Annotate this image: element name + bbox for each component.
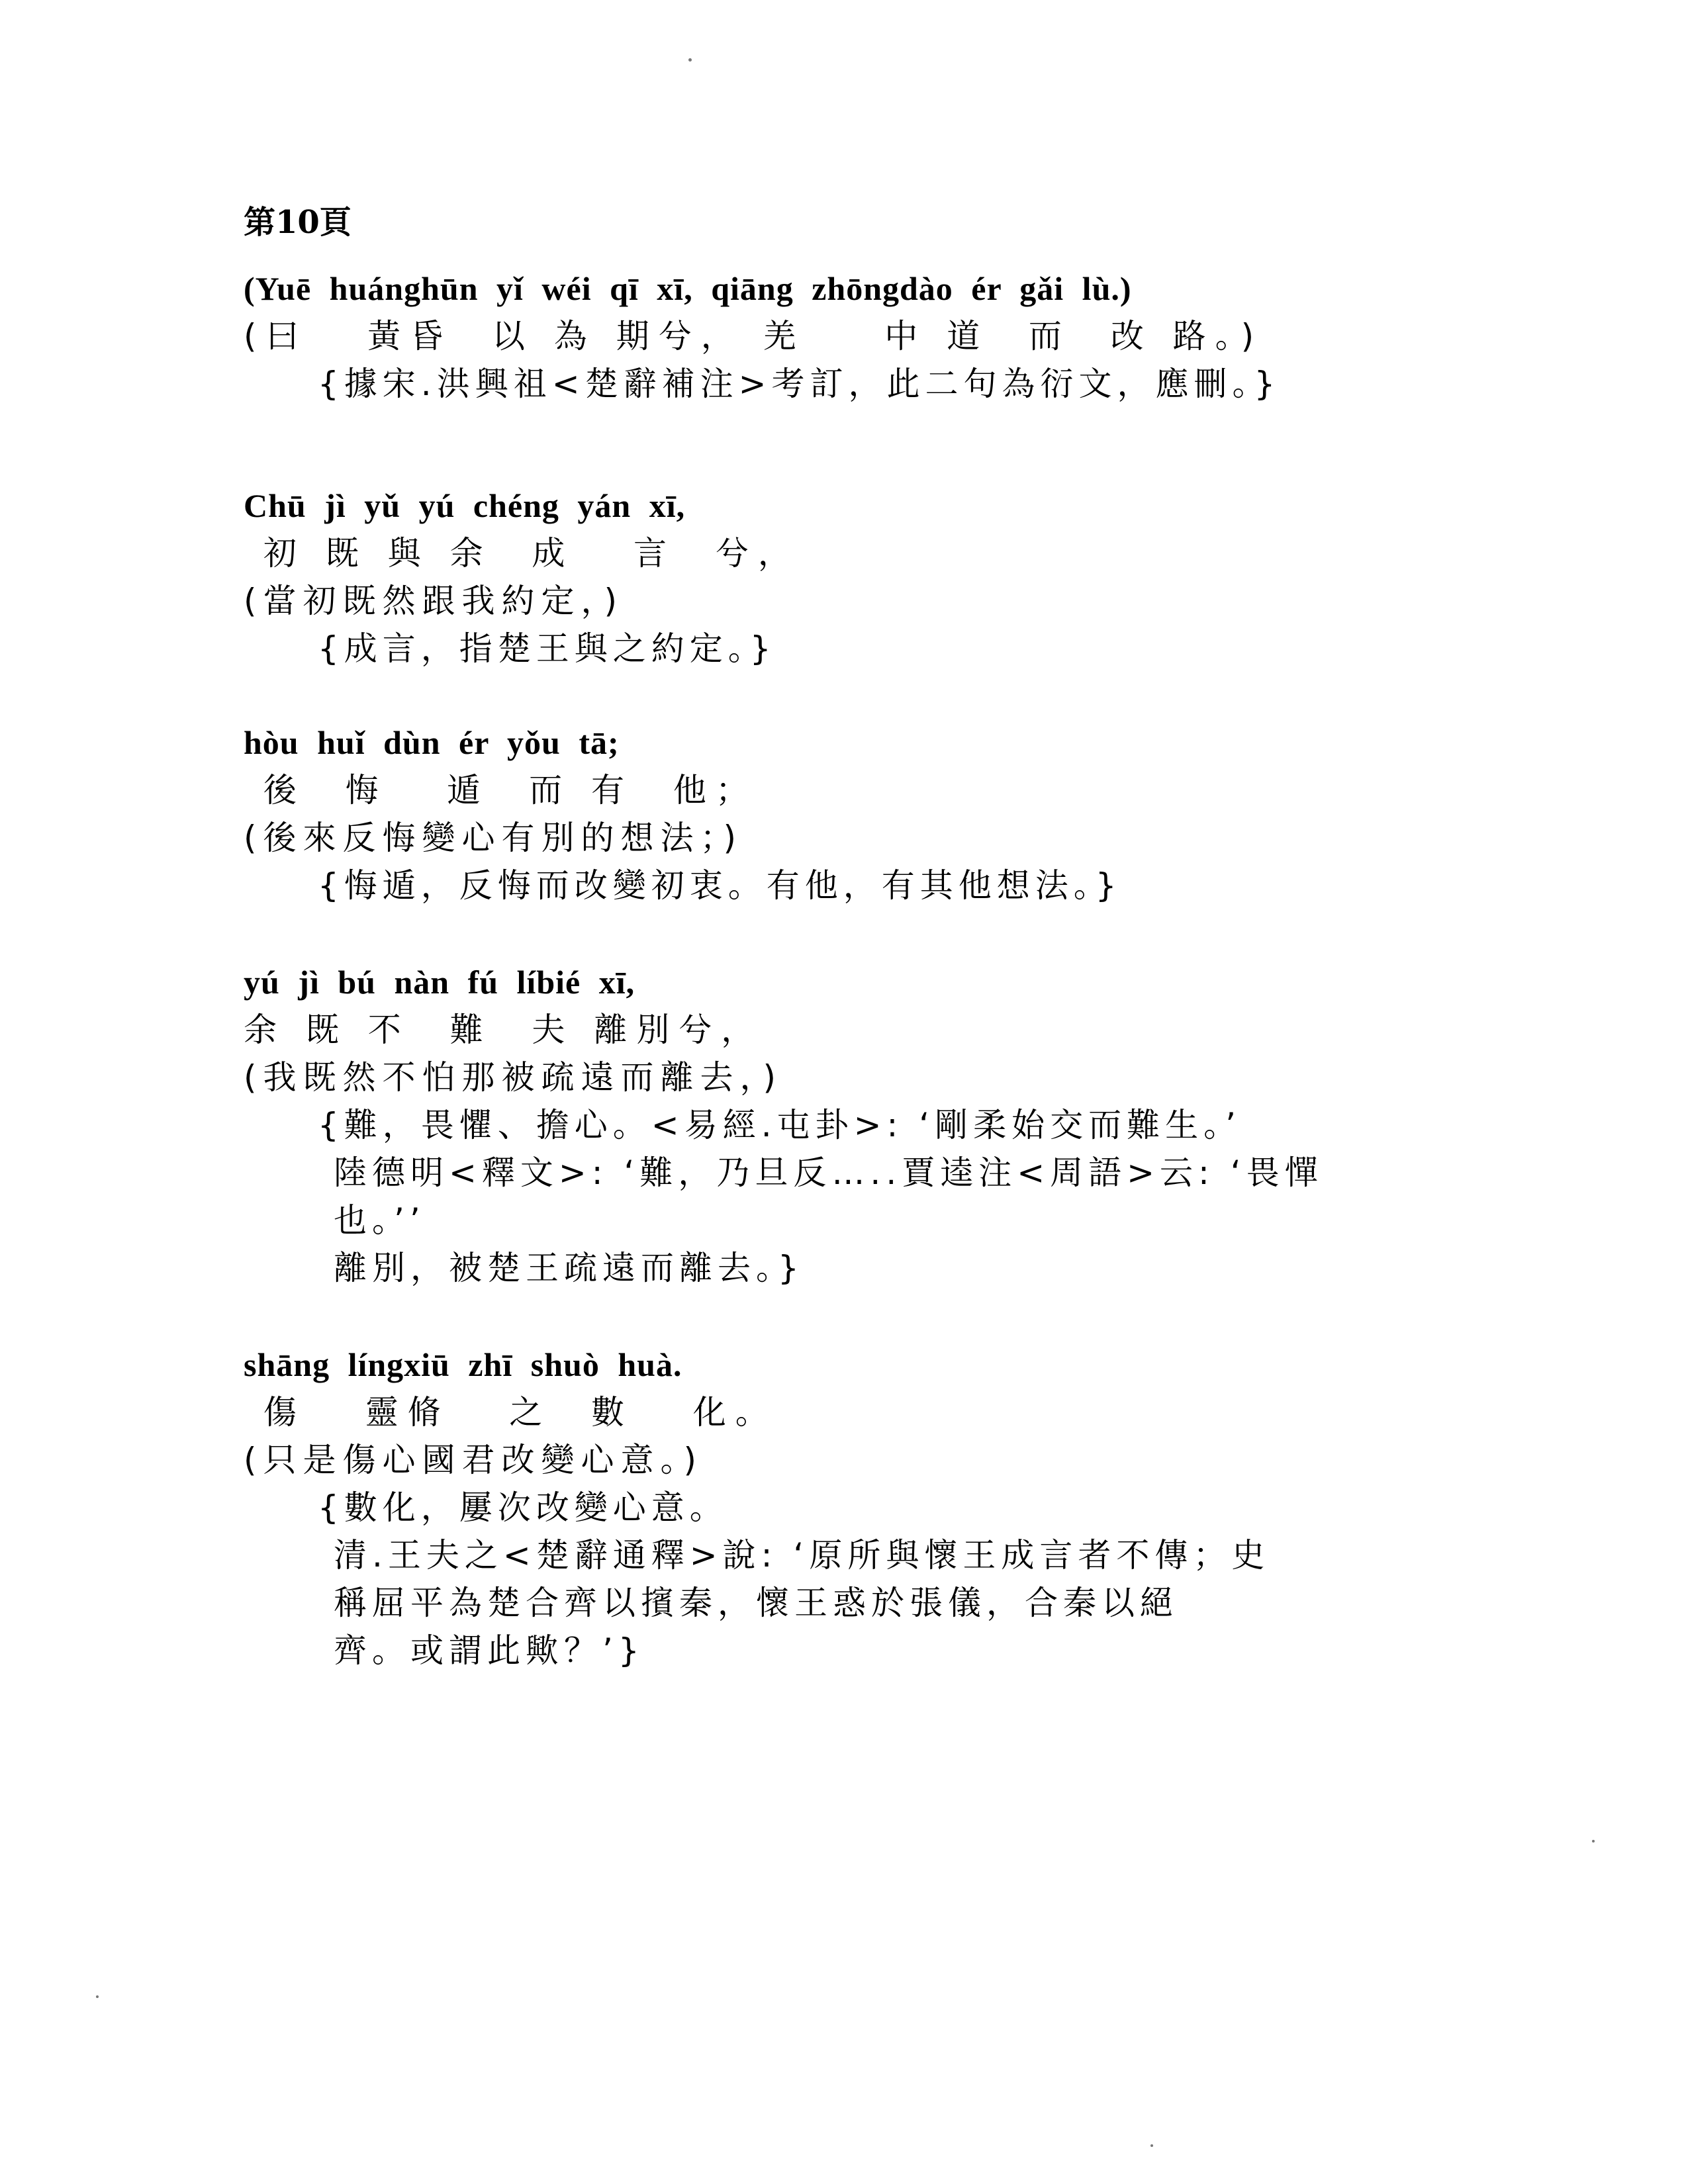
annotation-note: {悔遁，反悔而改變初衷。有他，有其他想法。} <box>318 866 1122 905</box>
annotation-note: 離別，被楚王疏遠而離去。} <box>334 1249 804 1287</box>
translation-line: (只是傷心國君改變心意。) <box>244 1441 704 1479</box>
pinyin-line: hòu huǐ dùn ér yǒu tā; <box>244 724 620 761</box>
pinyin-line: (Yuē huánghūn yǐ wéi qī xī, qiāng zhōngdào ér gǎi lù.) <box>244 270 1132 307</box>
scan-speck <box>96 1995 99 1998</box>
translation-line: (後來反悔變心有別的想法；) <box>244 819 743 857</box>
stanza-3 <box>244 700 1501 909</box>
stanza-2 <box>244 463 1501 672</box>
annotation-note: 陸德明<釋文>: ‘難，乃旦反…..賈逵注<周語>云: ‘畏憚 <box>334 1154 1323 1192</box>
chinese-line: 傷 靈脩 之 數 化。 <box>244 1393 778 1432</box>
pinyin-line: yú jì bú nàn fú líbié xī, <box>244 964 635 1001</box>
annotation-note: {據宋.洪興祖<楚辭補注>考訂，此二句為衍文，應刪。} <box>318 365 1281 403</box>
stanza-5 <box>244 1322 1501 1674</box>
pinyin-line: shāng língxiū zhī shuò huà. <box>244 1346 682 1383</box>
annotation-note: {數化，屢次改變心意。 <box>318 1488 728 1527</box>
stanza-4 <box>244 940 1501 1292</box>
translation-line: (當初既然跟我約定，) <box>244 582 624 620</box>
chinese-line: 初 既 與 余 成 言 兮， <box>244 534 800 572</box>
pinyin-line: Chū jì yǔ yú chéng yán xī, <box>244 487 686 524</box>
chinese-line: 後 悔 遁 而 有 他； <box>244 771 758 809</box>
scan-speck <box>688 58 692 62</box>
stanza-1 <box>244 246 1501 408</box>
scan-speck <box>1592 1840 1595 1843</box>
scan-speck <box>1150 2144 1153 2147</box>
annotation-note: 稱屈平為楚合齊以擯秦，懷王惑於張儀，合秦以絕 <box>334 1584 1178 1622</box>
annotation-note: {難，畏懼、擔心。<易經.屯卦>: ‘剛柔始交而難生。’ <box>318 1106 1242 1144</box>
page-title: 第10頁 <box>244 204 352 241</box>
annotation-note: {成言，指楚王與之約定。} <box>318 629 776 668</box>
annotation-note: 清.王夫之<楚辭通釋>說: ‘原所與懷王成言者不傳；史 <box>334 1536 1270 1574</box>
chinese-line: (曰 黃昏 以 為 期兮， 羌 中 道 而 改 路。) <box>244 317 1264 355</box>
annotation-note: 也。’’ <box>334 1201 426 1240</box>
translation-line: (我既然不怕那被疏遠而離去，) <box>244 1058 783 1097</box>
annotation-note: 齊。或謂此歟？’} <box>334 1631 645 1670</box>
chinese-line: 余 既 不 難 夫 離別兮， <box>244 1011 764 1049</box>
